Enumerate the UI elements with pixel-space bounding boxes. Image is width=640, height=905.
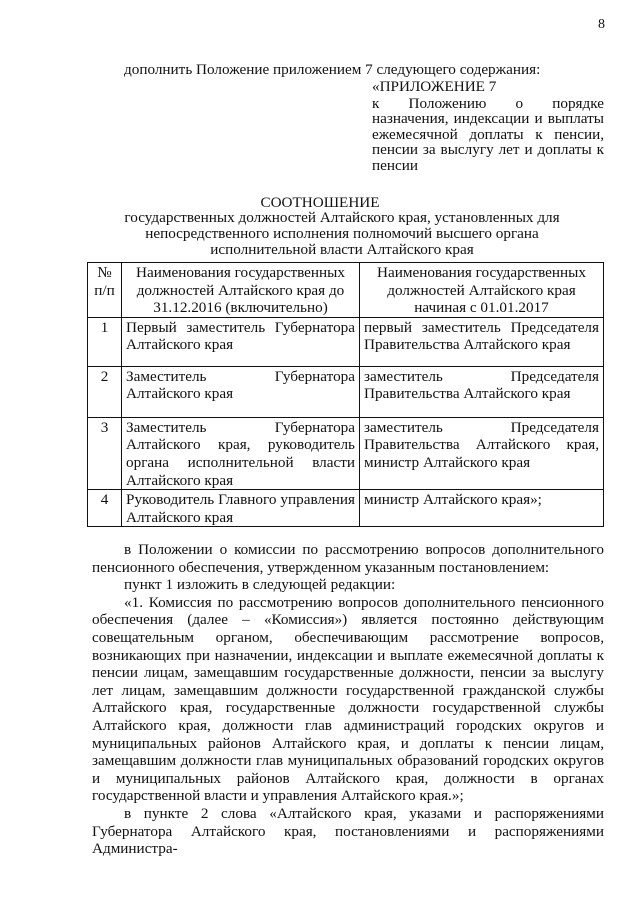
row-number: 4 <box>88 490 122 527</box>
table-header-row <box>88 263 604 318</box>
paragraph: в Положении о комиссии по рассмотрению вопросов дополнительного пенсионного обеспечения, утвержденном указанным постановлением: <box>92 541 604 576</box>
positions-table <box>87 262 604 527</box>
appendix-block <box>372 78 604 174</box>
row-position-before: Заместитель Губернатора Алтайского края <box>122 366 360 417</box>
row-position-before: Руководитель Главного управления Алтайского края <box>122 490 360 527</box>
row-position-after: заместитель Председателя Правительства Алтайского края <box>360 366 604 417</box>
paragraph: «1. Комиссия по рассмотрению вопросов дополнительного пенсионного обеспечения (далее – «Комиссия») является постоянно действующим совещательным органом, обеспечивающим рассмотрение вопросов, возникающих при назначении, индексации и выплате ежемесячной доплаты к пенсии лицам, замещавшим государственные должности, пенсии за выслугу лет лицам, замещавшим должности государственной гражданской службы Алтайского края, государственные должности государственной службы Алтайского края, должности глав администраций городских округов и муниципальных районов Алтайского края, и доплаты к пенсии лицам, замещавшим должности глав муниципальных образований городских округов и муниципальных районов Алтайского края, должности в органах государственной власти и управления Алтайского края.»; <box>92 593 604 805</box>
appendix-title: «ПРИЛОЖЕНИЕ 7 <box>372 78 497 95</box>
header-before-2017: Наименования государственных должностей Алтайского края до 31.12.2016 (включительно) <box>122 263 360 318</box>
header-number: № п/п <box>88 263 122 318</box>
appendix-body: к Положению о порядке назначения, индексации и выплаты ежемесячной доплаты к пенсии, пенсии за выслугу лет и доплаты к пенсии <box>372 94 604 174</box>
table-row <box>88 317 604 366</box>
table-row <box>88 417 604 489</box>
table-row <box>88 490 604 527</box>
row-position-before: Первый заместитель Губернатора Алтайского края <box>122 317 360 366</box>
row-number: 2 <box>88 366 122 417</box>
paragraph: пункт 1 изложить в следующей редакции: <box>124 576 396 594</box>
table-row <box>88 366 604 417</box>
row-number: 3 <box>88 417 122 489</box>
paragraph: в пункте 2 слова «Алтайского края, указами и распоряжениями Губернатора Алтайского края, постановлениями и распоряжениями Администра- <box>92 804 604 858</box>
row-position-before: Заместитель Губернатора Алтайского края, руководитель органа исполнительной власти Алтайского края <box>122 417 360 489</box>
page-number: 8 <box>598 17 605 32</box>
body-text <box>92 541 604 858</box>
header-from-2017: Наименования государственных должностей Алтайского края начиная с 01.01.2017 <box>360 263 604 318</box>
row-position-after: заместитель Председателя Правительства Алтайского края, министр Алтайского края <box>360 417 604 489</box>
row-number: 1 <box>88 317 122 366</box>
document-title: СООТНОШЕНИЕ <box>260 194 380 211</box>
row-position-after: министр Алтайского края»; <box>360 490 604 527</box>
document-subtitle: государственных должностей Алтайского края, установленных для непосредственного исполнения полномочий высшего органа исполнительной власти Алтайского края <box>124 209 560 258</box>
intro-line: дополнить Положение приложением 7 следующего содержания: <box>124 61 541 78</box>
row-position-after: первый заместитель Председателя Правительства Алтайского края <box>360 317 604 366</box>
